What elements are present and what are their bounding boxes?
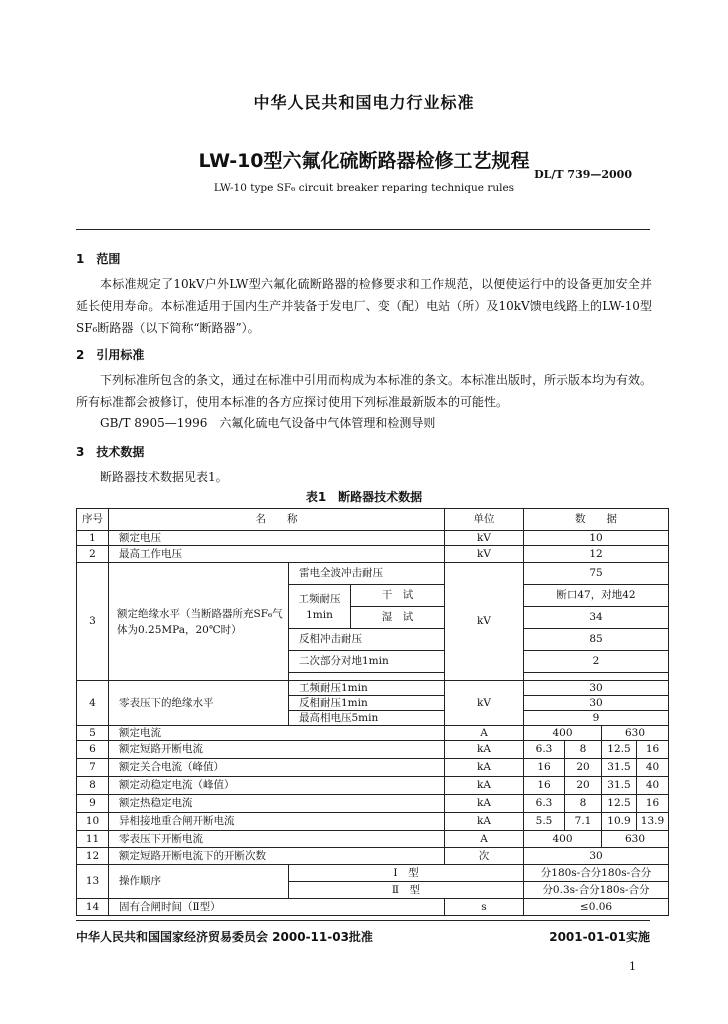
table-row — [77, 865, 669, 882]
cell-value: 12 — [524, 546, 669, 563]
cell-value: 30 — [524, 696, 669, 711]
cell-seq: 14 — [77, 899, 109, 916]
table-row — [77, 795, 669, 813]
cell-seq: 3 — [77, 563, 109, 681]
table-row — [77, 899, 669, 916]
cell-unit: kV — [445, 546, 524, 563]
power-frequency-label: 工频耐压 — [298, 592, 341, 605]
header-unit: 单位 — [445, 509, 524, 531]
header-seq: 序号 — [77, 509, 109, 531]
cell-value: 630 — [602, 831, 669, 848]
page-number: 1 — [629, 960, 636, 973]
cell-value: 85 — [524, 629, 669, 651]
section-2-text: 下列标准所包含的条文，通过在标准中引用而构成为本标准的条文。本标准出版时，所示版本均为有效。所有标准都会被修订，使用本标准的各方应探讨使用下列标准最新版本的可能性。 — [76, 373, 653, 409]
document-title: LW-10型六氟化硫断路器检修工艺规程 — [198, 150, 530, 172]
cell-value: 8 — [565, 741, 602, 759]
cell-value: 6.3 — [524, 741, 565, 759]
table-row — [77, 831, 669, 848]
cell-name: 异相接地重合闸开断电流 — [109, 813, 445, 831]
cell-seq: 2 — [77, 546, 109, 563]
cell-unit: s — [445, 899, 524, 916]
effective-date: 2001-01-01实施 — [549, 930, 650, 944]
cell-value: 断口47，对地42 — [524, 585, 669, 607]
cell-name: 额定短路开断电流下的开断次数 — [109, 848, 445, 865]
cell-value: 5.5 — [524, 813, 565, 831]
section-3-heading: 3 技术数据 — [76, 445, 145, 459]
cell-value: 400 — [524, 831, 602, 848]
cell-value: 分0.3s-合分180s-合分 — [524, 882, 669, 899]
section-1-text: 本标准规定了10kV户外LW型六氟化硫断路器的检修要求和工作规范，以便使运行中的设备更加安全并延长使用寿命。本标准适用于国内生产并装备于发电厂、变（配）电站（所）及10kV馈电线路上的LW-10型SF₆断路器（以下简称“断路器”）。 — [76, 277, 652, 335]
cell-value: 40 — [637, 777, 669, 795]
table-row — [77, 726, 669, 741]
cell-value: 分180s-合分180s-合分 — [524, 865, 669, 882]
power-frequency-duration: 1min — [306, 608, 333, 621]
cell-value: 34 — [524, 607, 669, 629]
cell-value: 13.9 — [637, 813, 669, 831]
cell-value: 20 — [565, 777, 602, 795]
cell-name: 固有合闸时间（Ⅱ型） — [109, 899, 445, 916]
cell-value: 20 — [565, 759, 602, 777]
cell-value: 16 — [637, 741, 669, 759]
cell-seq: 1 — [77, 531, 109, 546]
header-data: 数 据 — [524, 509, 669, 531]
table-row — [77, 741, 669, 759]
approval-statement: 中华人民共和国国家经济贸易委员会 2000-11-03批准 — [76, 930, 373, 944]
standard-code: DL/T 739—2000 — [534, 168, 632, 181]
cell-subitem: 雷电全波冲击耐压 — [289, 563, 445, 585]
cell-value: ≤0.06 — [524, 899, 669, 916]
footer-divider — [76, 920, 650, 921]
cell-name: 额定热稳定电流 — [109, 795, 445, 813]
cell-unit: kA — [445, 777, 524, 795]
cell-unit: kA — [445, 795, 524, 813]
cell-value: 8 — [565, 795, 602, 813]
cell-name: 额定电压 — [109, 531, 445, 546]
cell-value: 16 — [637, 795, 669, 813]
cell-value: 10.9 — [602, 813, 637, 831]
technical-data-table — [76, 508, 669, 916]
table-row — [77, 759, 669, 777]
cell-value: 75 — [524, 563, 669, 585]
cell-subitem: 干 试 — [351, 585, 445, 607]
cell-value: 16 — [524, 759, 565, 777]
cell-value: 2 — [524, 651, 669, 673]
cell-name: 零表压下开断电流 — [109, 831, 445, 848]
cell-value: 30 — [524, 681, 669, 696]
cell-unit: 次 — [445, 848, 524, 865]
cell-seq: 9 — [77, 795, 109, 813]
cell-subitem: 二次部分对地1min — [289, 651, 445, 673]
table-row — [77, 848, 669, 865]
cell-subitem: 反相耐压1min — [289, 696, 445, 711]
cell-subitem: Ⅱ 型 — [289, 882, 524, 899]
cell-name: 最高工作电压 — [109, 546, 445, 563]
header-name: 名 称 — [109, 509, 445, 531]
cell-unit: kV — [445, 681, 524, 726]
cell-name: 额定绝缘水平（当断路器所充SF₆气体为0.25MPa，20℃时） — [109, 563, 289, 681]
document-title-english: LW-10 type SF₆ circuit breaker reparing technique rules — [213, 182, 515, 194]
cell-subitem — [289, 585, 351, 629]
cell-unit: kA — [445, 813, 524, 831]
cell-seq: 6 — [77, 741, 109, 759]
section-2-heading: 2 引用标准 — [76, 348, 145, 362]
cell-value: 31.5 — [602, 759, 637, 777]
cell-value: 12.5 — [602, 795, 637, 813]
cell-seq: 12 — [77, 848, 109, 865]
cell-value: 7.1 — [565, 813, 602, 831]
table-caption: 表1 断路器技术数据 — [305, 490, 423, 504]
cell-value: 9 — [524, 711, 669, 726]
cell-seq: 10 — [77, 813, 109, 831]
section-2-reference: GB/T 8905—1996 六氟化硫电气设备中气体管理和检测导则 — [100, 416, 436, 430]
cell-value: 30 — [524, 848, 669, 865]
cell-name: 额定关合电流（峰值） — [109, 759, 445, 777]
cell-unit: kA — [445, 759, 524, 777]
cell-seq: 7 — [77, 759, 109, 777]
cell-empty — [289, 673, 445, 681]
table-row — [77, 531, 669, 546]
cell-seq: 8 — [77, 777, 109, 795]
cell-subitem: 工频耐压1min — [289, 681, 445, 696]
cell-unit: A — [445, 726, 524, 741]
cell-unit: kA — [445, 741, 524, 759]
section-1-heading: 1 范围 — [76, 252, 121, 266]
cell-name: 额定动稳定电流（峰值） — [109, 777, 445, 795]
cell-subitem: 湿 试 — [351, 607, 445, 629]
cell-seq: 11 — [77, 831, 109, 848]
cell-value: 400 — [524, 726, 602, 741]
cell-subitem: 最高相电压5min — [289, 711, 445, 726]
cell-name: 操作顺序 — [109, 865, 289, 899]
section-3-text: 断路器技术数据见表1。 — [100, 470, 228, 484]
cell-seq: 13 — [77, 865, 109, 899]
cell-unit: kV — [445, 531, 524, 546]
cell-subitem: 反相冲击耐压 — [289, 629, 445, 651]
cell-name: 额定短路开断电流 — [109, 741, 445, 759]
cell-value: 6.3 — [524, 795, 565, 813]
cell-unit: kV — [445, 563, 524, 681]
cell-unit: A — [445, 831, 524, 848]
cell-value: 12.5 — [602, 741, 637, 759]
table-row — [77, 777, 669, 795]
cell-value: 10 — [524, 531, 669, 546]
standard-category-header: 中华人民共和国电力行业标准 — [253, 93, 475, 112]
table-header-row — [77, 509, 669, 531]
table-row — [77, 546, 669, 563]
cell-seq: 5 — [77, 726, 109, 741]
cell-empty — [524, 673, 669, 681]
cell-value: 630 — [602, 726, 669, 741]
cell-value: 16 — [524, 777, 565, 795]
table-row — [77, 813, 669, 831]
table-row — [77, 681, 669, 696]
table-row — [77, 563, 669, 585]
cell-name: 额定电流 — [109, 726, 445, 741]
cell-value: 31.5 — [602, 777, 637, 795]
cell-name: 零表压下的绝缘水平 — [109, 681, 289, 726]
cell-seq: 4 — [77, 681, 109, 726]
cell-subitem: Ⅰ 型 — [289, 865, 524, 882]
title-divider — [76, 229, 650, 230]
cell-value: 40 — [637, 759, 669, 777]
